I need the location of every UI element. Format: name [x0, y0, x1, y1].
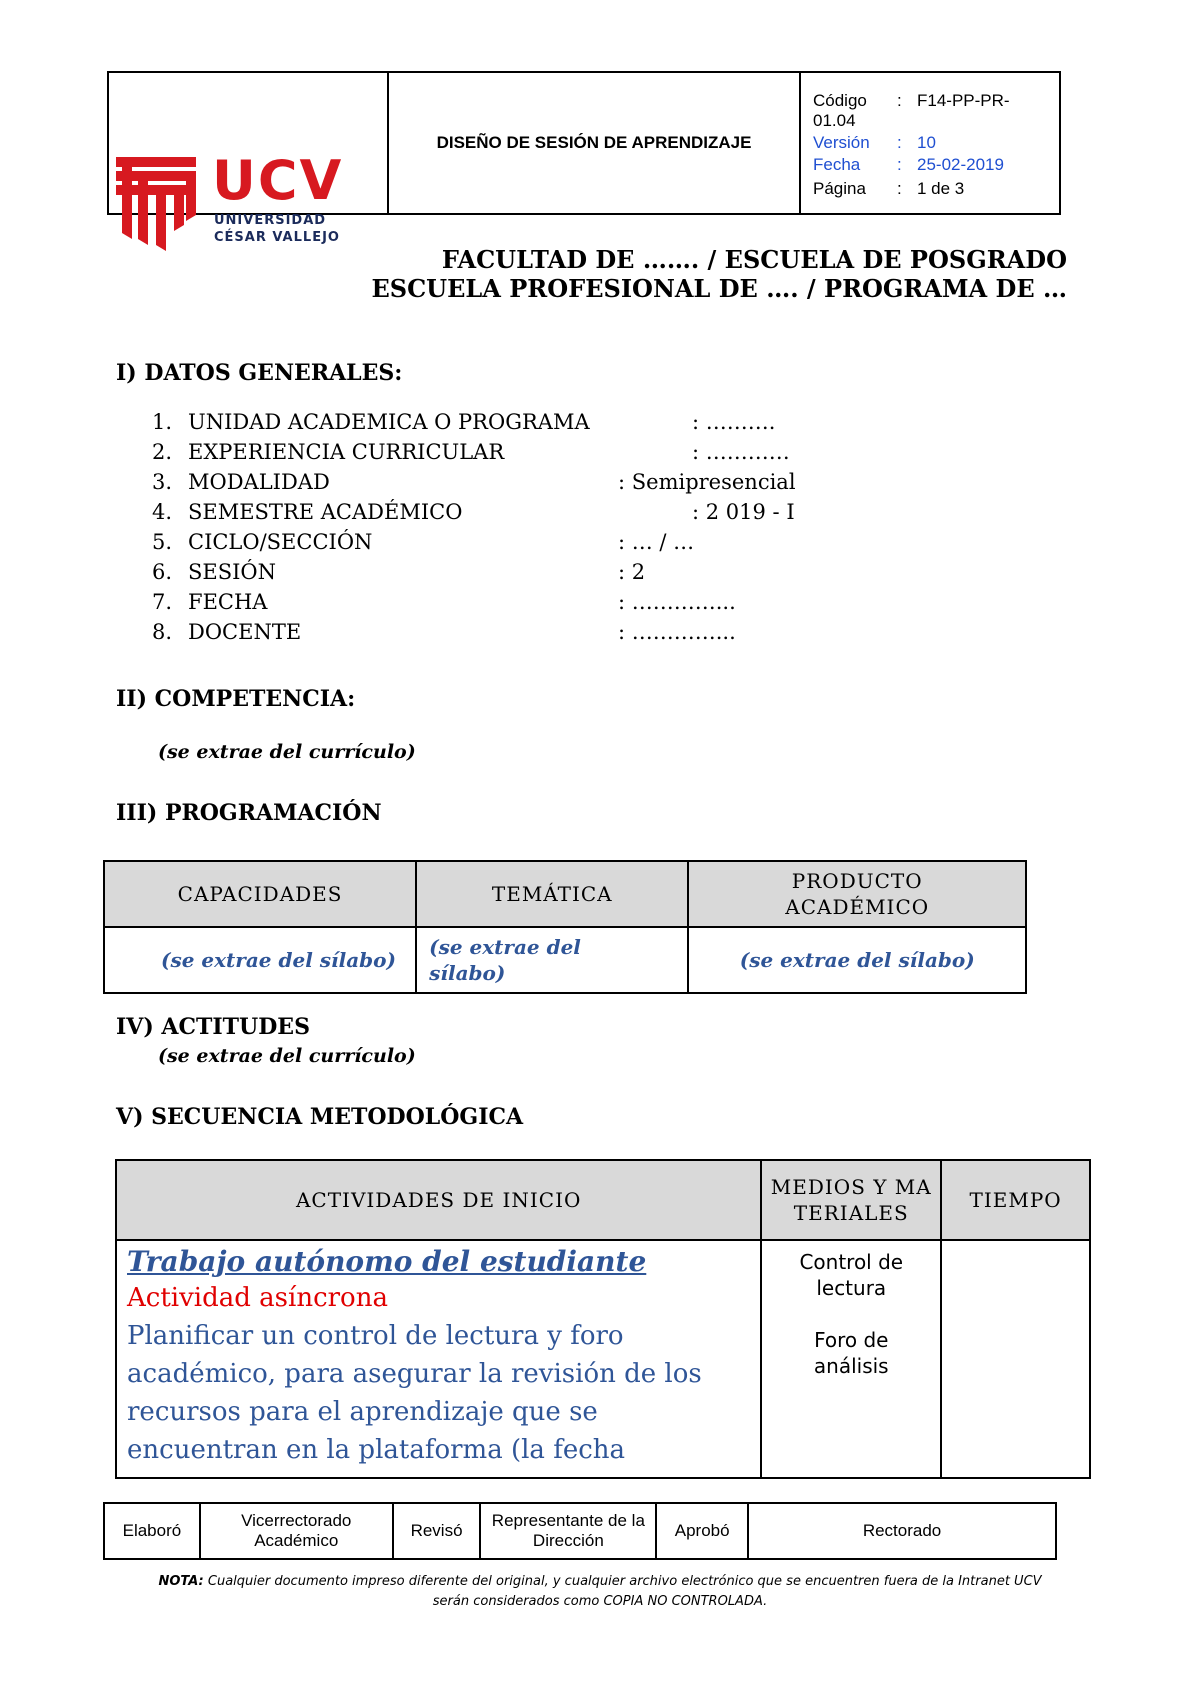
meta-value: 1 de 3: [917, 179, 965, 198]
competencia-note: (se extrae del currículo): [158, 741, 416, 763]
medio-control-lectura: Control de lectura: [799, 1250, 904, 1300]
footnote-line1: [0, 1574, 1200, 1589]
meta-value: 10: [917, 133, 936, 152]
item-number: 2.: [152, 440, 173, 464]
item-number: 6.: [152, 560, 173, 584]
cell-elaboro: Elaboró: [104, 1503, 200, 1559]
activity-title: Trabajo autónomo del estudiante: [127, 1245, 647, 1278]
col-actividades: ACTIVIDADES DE INICIO: [116, 1160, 761, 1240]
item-number: 5.: [152, 530, 173, 554]
item-value: : … / …: [618, 530, 695, 554]
item-label: CICLO/SECCIÓN: [188, 530, 373, 554]
col-producto: PRODUCTO ACADÉMICO: [688, 861, 1026, 927]
col-capacidades: CAPACIDADES: [104, 861, 416, 927]
cell-producto: (se extrae del sílabo): [688, 927, 1026, 993]
item-value: : …………...: [618, 590, 736, 614]
col-tiempo: TIEMPO: [941, 1160, 1090, 1240]
meta-key: Código: [813, 91, 867, 110]
meta-sep: :: [897, 133, 902, 152]
table-row: [104, 927, 1026, 993]
meta-sep: :: [897, 91, 902, 110]
programacion-table: [103, 860, 1027, 994]
cell-representante: Representante de la Dirección: [480, 1503, 656, 1559]
datos-generales-list: [152, 410, 852, 650]
activity-type: Actividad asíncrona: [127, 1283, 388, 1313]
logo-line2: CÉSAR VALLEJO: [214, 230, 340, 245]
section-secuencia-heading: V) SECUENCIA METODOLÓGICA: [116, 1104, 524, 1130]
cell-capacidades: (se extrae del sílabo): [104, 927, 416, 993]
section-datos-generales-heading: I) DATOS GENERALES:: [116, 360, 403, 386]
item-label: FECHA: [188, 590, 268, 614]
item-label: EXPERIENCIA CURRICULAR: [188, 440, 505, 464]
cell-tematica: (se extrae del sílabo): [416, 927, 688, 993]
col-medios: MEDIOS Y MATERIALES: [761, 1160, 941, 1240]
document-meta: [801, 73, 1059, 213]
item-label: MODALIDAD: [188, 470, 330, 494]
cell-tiempo: [941, 1240, 1090, 1478]
cell-actividades: [116, 1240, 761, 1478]
footnote-label: NOTA:: [158, 1574, 204, 1589]
section-actitudes-heading: IV) ACTITUDES: [116, 1014, 310, 1040]
meta-sep: :: [897, 179, 902, 198]
logo-line1: UNIVERSIDAD: [214, 213, 327, 228]
item-number: 1.: [152, 410, 173, 434]
faculty-title: FACULTAD DE ……. / ESCUELA DE POSGRADO: [441, 245, 1067, 274]
table-header-row: [116, 1160, 1090, 1240]
cell-vicerrectorado: Vicerrectorado Académico: [200, 1503, 393, 1559]
table-row: [116, 1240, 1090, 1478]
item-value: : …………: [692, 440, 790, 464]
section-competencia-heading: II) COMPETENCIA:: [116, 686, 356, 712]
cell-reviso: Revisó: [393, 1503, 481, 1559]
meta-key: Página: [813, 179, 866, 198]
school-title: ESCUELA PROFESIONAL DE …. / PROGRAMA DE …: [371, 274, 1067, 303]
meta-value: F14-PP-PR-: [917, 91, 1010, 110]
table-header-row: [104, 861, 1026, 927]
item-number: 7.: [152, 590, 173, 614]
item-number: 8.: [152, 620, 173, 644]
item-number: 3.: [152, 470, 173, 494]
item-label: SESIÓN: [188, 560, 276, 584]
item-label: SEMESTRE ACADÉMICO: [188, 500, 463, 524]
meta-key: Fecha: [813, 155, 861, 174]
meta-value-cont: 01.04: [813, 111, 856, 130]
meta-value: 25-02-2019: [917, 155, 1004, 174]
col-tematica: TEMÁTICA: [416, 861, 688, 927]
item-value: : 2: [618, 560, 646, 584]
footnote-line2: serán considerados como COPIA NO CONTROLADA.: [432, 1594, 768, 1609]
section-programacion-heading: III) PROGRAMACIÓN: [116, 800, 382, 826]
item-value: : Semipresencial: [618, 470, 796, 494]
document-title: DISEÑO DE SESIÓN DE APRENDIZAJE: [389, 73, 801, 213]
item-label: DOCENTE: [188, 620, 302, 644]
item-value: : …………...: [618, 620, 736, 644]
cell-rectorado: Rectorado: [748, 1503, 1056, 1559]
table-row: [104, 1503, 1056, 1559]
activity-description: Planificar un control de lectura y foro académico, para asegurar la revisión de los recursos para el aprendizaje que se encuentran en la plataforma (la fecha: [127, 1321, 702, 1465]
actitudes-note: (se extrae del currículo): [158, 1045, 416, 1067]
approval-table: [103, 1502, 1057, 1560]
meta-sep: :: [897, 155, 902, 174]
secuencia-table: [115, 1159, 1091, 1479]
ucv-logo: [116, 149, 346, 255]
meta-key: Versión: [813, 133, 870, 152]
cell-medios: [761, 1240, 941, 1478]
item-label: UNIDAD ACADEMICA O PROGRAMA: [188, 410, 590, 434]
item-number: 4.: [152, 500, 173, 524]
item-value: : ……….: [692, 410, 776, 434]
medio-foro-analisis: Foro de análisis: [813, 1328, 889, 1378]
logo-ucv-text: UCV: [212, 149, 344, 212]
cell-aprobo: Aprobó: [656, 1503, 748, 1559]
item-value: : 2 019 - I: [692, 500, 795, 524]
footnote-text: Cualquier documento impreso diferente del original, y cualquier archivo electrónico que se encuentren fuera de la Intranet UCV: [203, 1574, 1042, 1589]
